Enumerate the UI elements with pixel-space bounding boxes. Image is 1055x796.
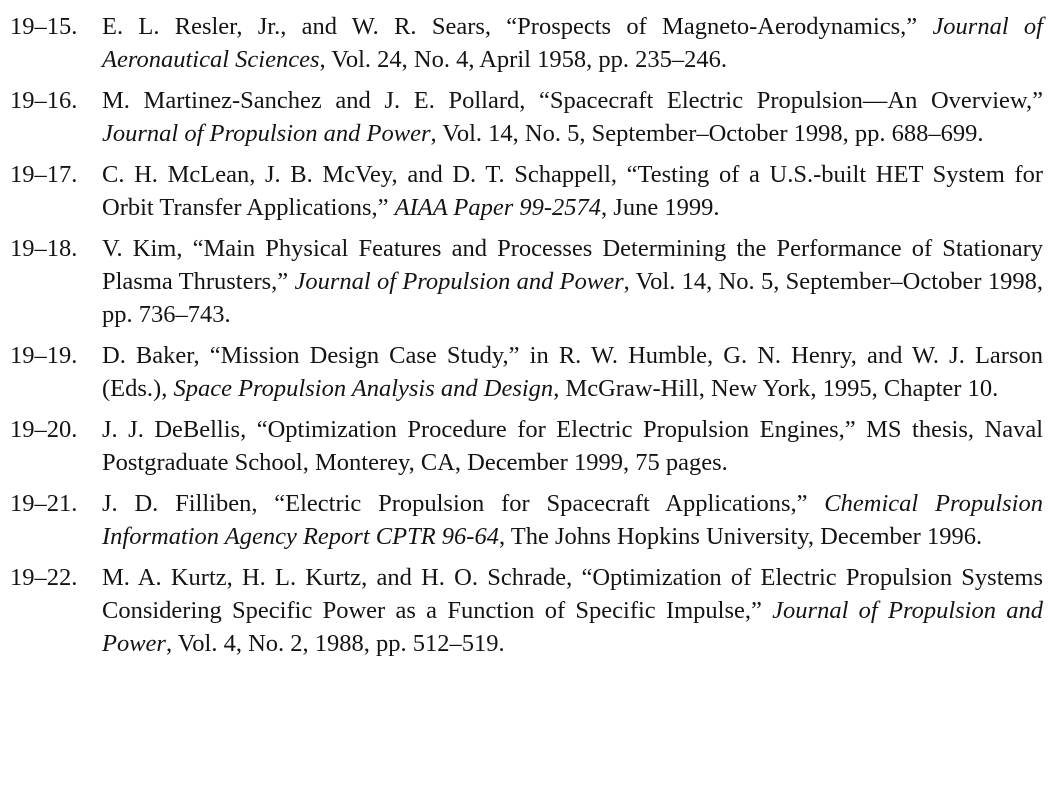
reference-text-part: , Vol. 14, No. 5, September–October 1998, pp. 736–743. (102, 268, 1043, 328)
reference-list (0, 10, 1055, 668)
reference-number: 19–15. (10, 13, 78, 40)
reference-text-part: D. Baker, “Mission Design Case Study,” in R. W. Humble, G. N. Henry, and W. J. Larson (Eds.), (102, 342, 1043, 402)
reference-text (102, 87, 1043, 147)
reference-entry (0, 10, 1055, 76)
reference-text-part: , Vol. 24, No. 4, April 1958, pp. 235–246. (319, 46, 727, 73)
reference-entry (0, 84, 1055, 150)
reference-number: 19–22. (10, 564, 78, 591)
reference-source-title: Journal of Propulsion and Power (102, 597, 1043, 657)
reference-entry (0, 487, 1055, 553)
reference-text (102, 235, 1043, 328)
reference-entry (0, 158, 1055, 224)
reference-entry (0, 232, 1055, 331)
reference-number: 19–17. (10, 161, 78, 188)
reference-text (102, 342, 1043, 402)
reference-entry (0, 561, 1055, 660)
reference-text-part: M. Martinez-Sanchez and J. E. Pollard, “Spacecraft Electric Propulsion—An Overview,” (102, 87, 1043, 114)
reference-text-part: J. J. DeBellis, “Optimization Procedure for Electric Propulsion Engines,” MS thesis, Naval Postgraduate School, Monterey, CA, December 1999, 75 pages. (102, 416, 1043, 476)
reference-text-part: , McGraw-Hill, New York, 1995, Chapter 10. (553, 375, 999, 402)
reference-number: 19–20. (10, 416, 78, 443)
reference-text-part: , The Johns Hopkins University, December 1996. (498, 523, 983, 550)
reference-source-title: AIAA Paper 99-2574 (394, 194, 602, 221)
reference-number: 19–16. (10, 87, 78, 114)
reference-text-part: , Vol. 14, No. 5, September–October 1998, pp. 688–699. (430, 120, 984, 147)
reference-text (102, 564, 1043, 657)
reference-text (102, 161, 1043, 221)
reference-entry (0, 339, 1055, 405)
reference-text (102, 13, 1043, 73)
reference-text-part: , June 1999. (601, 194, 720, 221)
reference-source-title: Space Propulsion Analysis and Design (173, 375, 554, 402)
reference-number: 19–19. (10, 342, 78, 369)
reference-source-title: Journal of Aeronautical Sciences (102, 13, 1043, 73)
reference-source-title: Chemical Propulsion Information Agency Report CPTR 96-64 (102, 490, 1043, 550)
reference-text (102, 416, 1043, 476)
reference-text-part: C. H. McLean, J. B. McVey, and D. T. Schappell, “Testing of a U.S.-built HET System for Orbit Transfer Applications,” (102, 161, 1043, 221)
reference-text (102, 490, 1043, 550)
reference-text-part: V. Kim, “Main Physical Features and Processes Determining the Performance of Stationary Plasma Thrusters,” (102, 235, 1043, 295)
reference-number: 19–21. (10, 490, 78, 517)
reference-text-part: E. L. Resler, Jr., and W. R. Sears, “Prospects of Magneto-Aerodynamics,” (102, 13, 933, 40)
reference-text-part: J. D. Filliben, “Electric Propulsion for Spacecraft Applications,” (102, 490, 825, 517)
reference-source-title: Journal of Propulsion and Power (294, 268, 624, 295)
reference-text-part: , Vol. 4, No. 2, 1988, pp. 512–519. (165, 630, 505, 657)
reference-source-title: Journal of Propulsion and Power (102, 120, 431, 147)
reference-entry (0, 413, 1055, 479)
reference-number: 19–18. (10, 235, 78, 262)
reference-text-part: M. A. Kurtz, H. L. Kurtz, and H. O. Schrade, “Optimization of Electric Propulsion Systems Considering Specific Power as a Function of Specific Impulse,” (102, 564, 1043, 624)
